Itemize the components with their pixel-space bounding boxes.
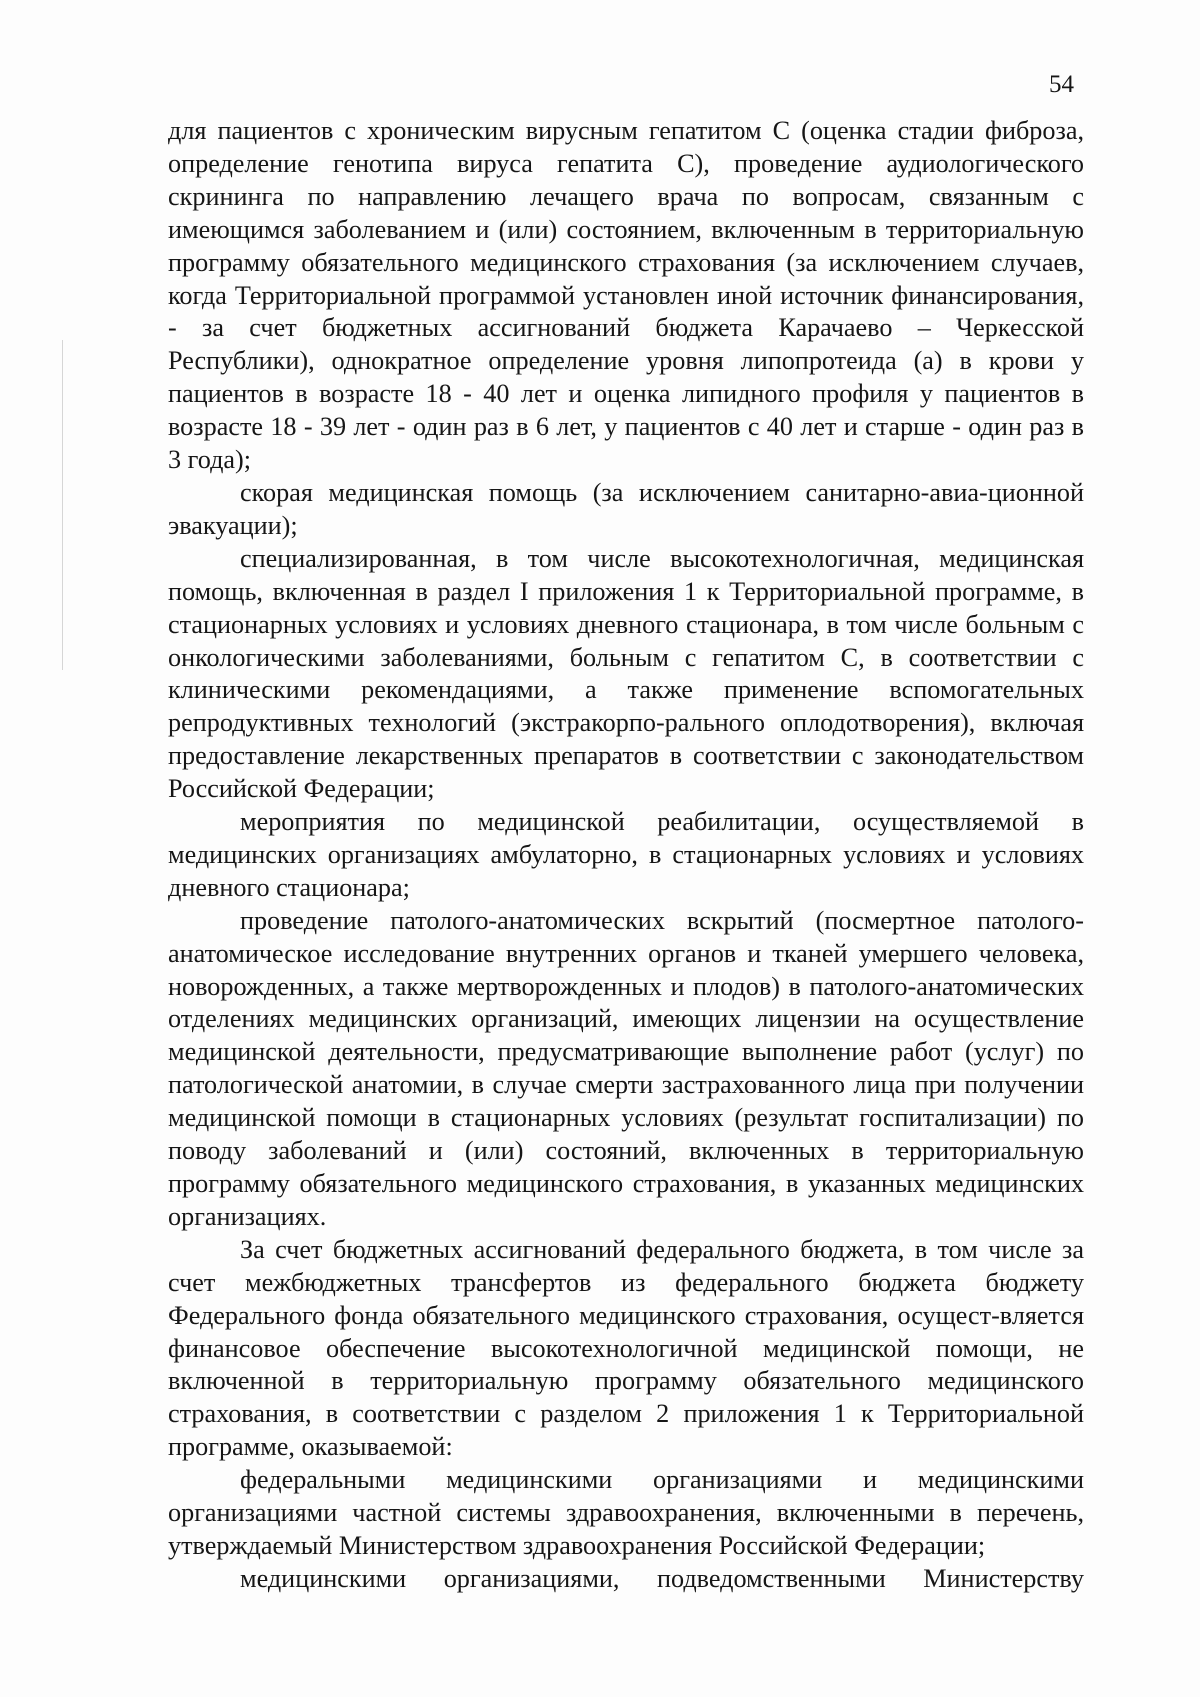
paragraph-rehabilitation: мероприятия по медицинской реабилитации, осуществляемой в медицинских организациях амбулаторно, в стационарных условиях и условиях дневного стационара; bbox=[168, 807, 1084, 902]
page-number: 54 bbox=[1049, 71, 1074, 98]
paragraph-federal-organizations: федеральными медицинскими организациями и медицинскими организациями частной системы здравоохранения, включенными в перечень, утверждаемый Министерством здравоохранения Российской Федерации; bbox=[168, 1465, 1084, 1560]
scan-edge-mark bbox=[62, 340, 63, 670]
paragraph-specialized-care: специализированная, в том числе высокотехнологичная, медицинская помощь, включенная в раздел I приложения 1 к Территориальной программе, в стационарных условиях и условиях дневного стационара, в том числе больным с онкологическими заболеваниями, больным с гепатитом С, в соответствии с клиническими рекомендациями, а также применение вспомогательных репродуктивных технологий (экстракорпо-рального оплодотворения), включая предоставление лекарственных препаратов в соответствии с законодательством Российской Федерации; bbox=[168, 543, 1084, 804]
paragraph-federal-budget: За счет бюджетных ассигнований федерального бюджета, в том числе за счет межбюджетных трансфертов из федерального бюджета бюджету Федерального фонда обязательного медицинского страхования, осущест-вляется финансовое обеспечение высокотехнологичной медицинской помощи, не включенной в территориальную программу обязательного медицинского страхования, в соответствии с разделом 2 приложения 1 к Территориальной программе, оказываемой: bbox=[168, 1234, 1084, 1462]
paragraph-subordinate-organizations: медицинскими организациями, подведомственными Министерству bbox=[240, 1563, 1084, 1593]
paragraph-ambulance: скорая медицинская помощь (за исключением санитарно-авиа-ционной эвакуации); bbox=[168, 477, 1084, 540]
paragraph-continuation: для пациентов с хроническим вирусным гепатитом С (оценка стадии фиброза, определение генотипа вируса гепатита С), проведение аудиологического скрининга по направлению лечащего врача по вопросам, связанным с имеющимся заболеванием и (или) состоянием, включенным в территориальную программу обязательного медицинского страхования (за исключением случаев, когда Территориальной программой установлен иной источник финансирования, - за счет бюджетных ассигнований бюджета Карачаево – Черкесской Республики), однократное определение уровня липопротеида (а) в крови у пациентов в возрасте 18 - 40 лет и оценка липидного профиля у пациентов в возрасте 18 - 39 лет - один раз в 6 лет, у пациентов с 40 лет и старше - один раз в 3 года); bbox=[168, 116, 1084, 475]
document-body bbox=[168, 115, 1084, 1596]
paragraph-autopsy: проведение патолого-анатомических вскрытий (посмертное патолого-анатомическое исследование внутренних органов и тканей умершего человека, новорожденных, а также мертворожденных и плодов) в патолого-анатомических отделениях медицинских организаций, имеющих лицензии на осуществление медицинской деятельности, предусматривающие выполнение работ (услуг) по патологической анатомии, в случае смерти застрахованного лица при получении медицинской помощи в стационарных условиях (результат госпитализации) по поводу заболеваний и (или) состояний, включенных в территориальную программу обязательного медицинского страхования, в указанных медицинских организациях. bbox=[168, 905, 1084, 1231]
